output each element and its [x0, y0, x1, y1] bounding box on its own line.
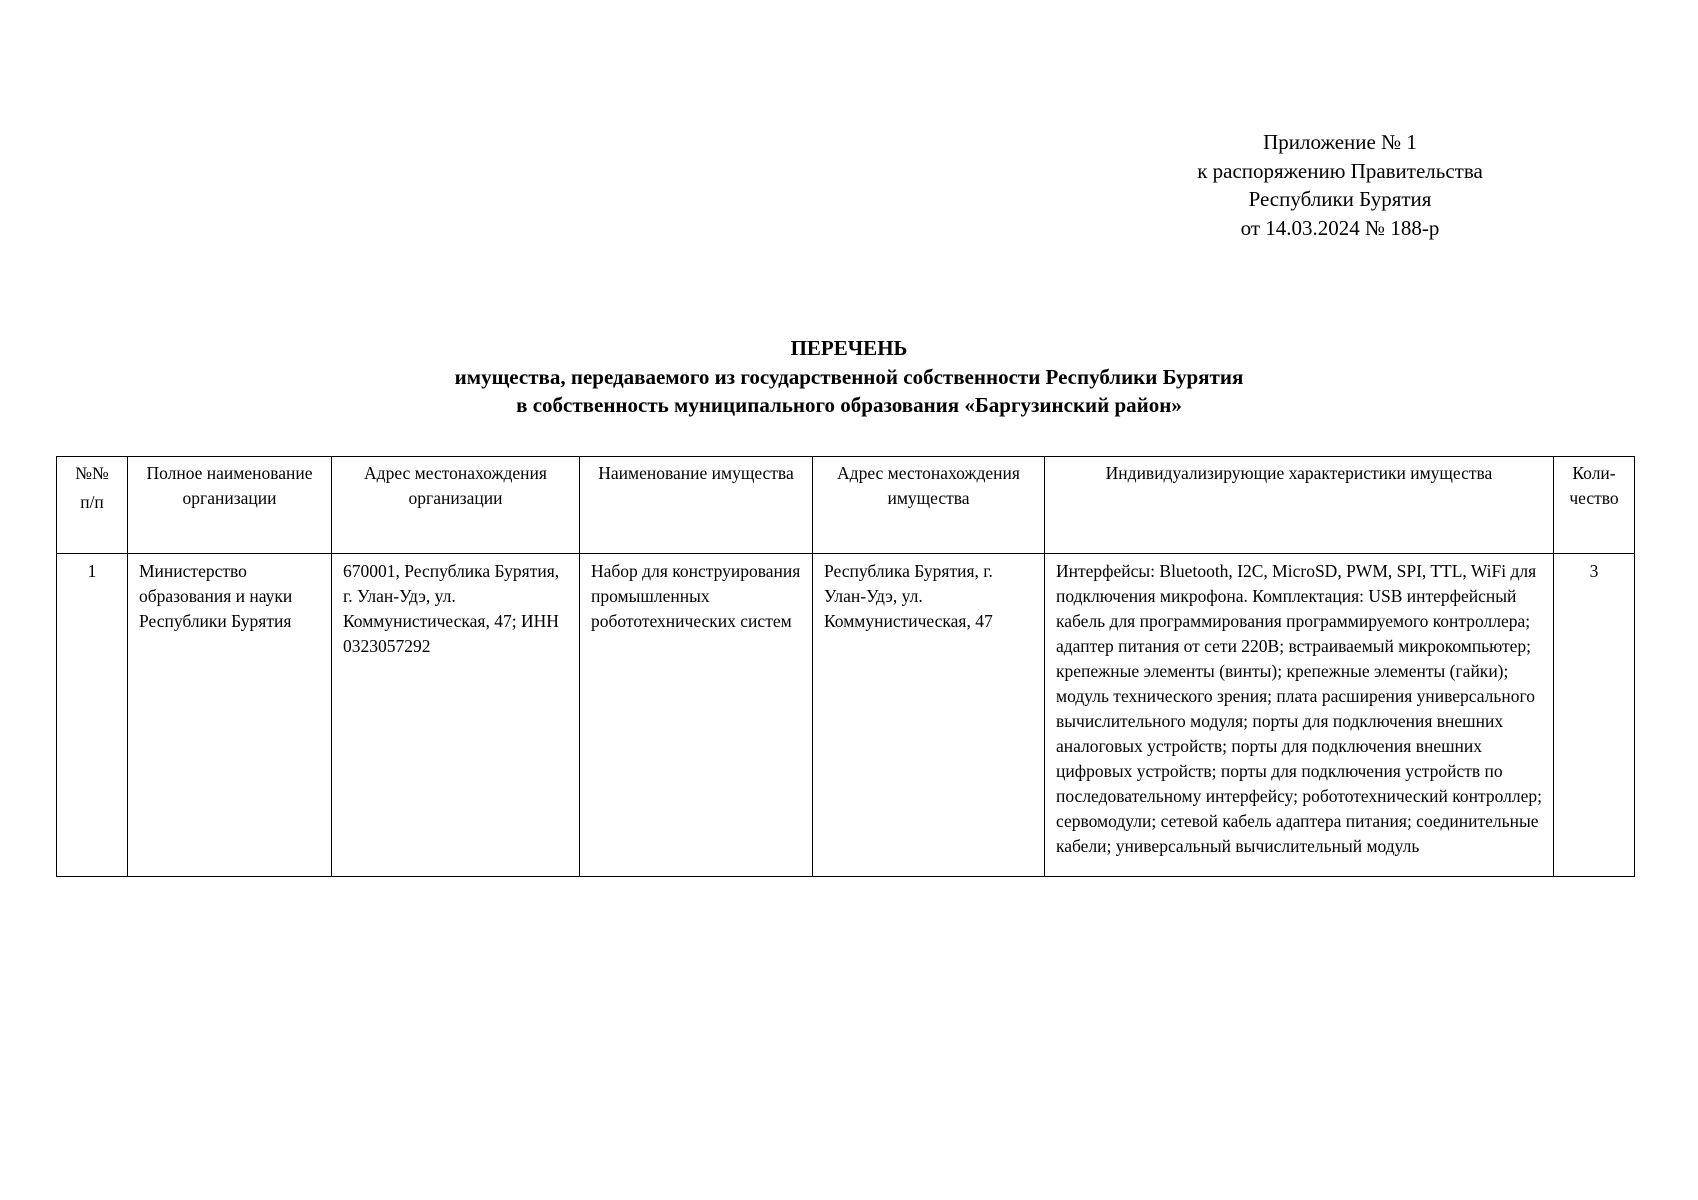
- header-property-name: Наименование имущества: [580, 457, 813, 554]
- cell-property-address: Республика Бурятия, г. Улан-Удэ, ул. Коммунистическая, 47: [813, 554, 1045, 877]
- property-table: [56, 456, 1635, 877]
- document-heading: [0, 334, 1698, 420]
- cell-org-address: 670001, Республика Бурятия, г. Улан-Удэ, ул. Коммунистическая, 47; ИНН 0323057292: [332, 554, 580, 877]
- appendix-block: [1140, 128, 1540, 242]
- header-org-address: Адрес местонахождения организации: [332, 457, 580, 554]
- document-title: ПЕРЕЧЕНЬ: [790, 336, 908, 360]
- cell-property-name: Набор для конструирования промышленных робототехнических систем: [580, 554, 813, 877]
- table-row: [57, 554, 1635, 877]
- header-number: [57, 457, 128, 554]
- appendix-title: Приложение № 1: [1263, 130, 1417, 154]
- document-subtitle-line1: имущества, передаваемого из государственной собственности Республики Бурятия: [454, 364, 1244, 389]
- header-org-name: Полное наименование организации: [128, 457, 332, 554]
- header-property-address: Адрес местонахождения имущества: [813, 457, 1045, 554]
- cell-number: 1: [57, 554, 128, 877]
- document-subtitle-line2: в собственность муниципального образования «Баргузинский район»: [516, 393, 1182, 417]
- appendix-date-number: от 14.03.2024 № 188-р: [1240, 215, 1440, 240]
- header-characteristics: Индивидуализирующие характеристики имущества: [1045, 457, 1554, 554]
- cell-quantity: 3: [1554, 554, 1635, 877]
- cell-characteristics: Интерфейсы: Bluetooth, I2C, MicroSD, PWM, SPI, TTL, WiFi для подключения микрофона. Комплектация: USB интерфейсный кабель для программирования программируемого контроллера; адаптер питания от сети 220В; встраиваемый микрокомпьютер; крепежные элементы (винты); крепежные элементы (гайки); модуль технического зрения; плата расширения универсального вычислительного модуля; порты для подключения внешних аналоговых устройств; порты для подключения внешних цифровых устройств; порты для подключения устройств по последовательному интерфейсу; робототехнический контроллер; сервомодули; сетевой кабель адаптера питания; соединительные кабели; универсальный вычислительный модуль: [1045, 554, 1554, 877]
- header-number-bottom: п/п: [80, 492, 104, 512]
- cell-org-name: Министерство образования и науки Республики Бурятия: [128, 554, 332, 877]
- header-number-top: №№: [75, 463, 109, 483]
- appendix-region: Республики Бурятия: [1248, 187, 1432, 211]
- header-quantity: Коли-чество: [1554, 457, 1635, 554]
- table-header-row: [57, 457, 1635, 554]
- appendix-reference: к распоряжению Правительства: [1197, 158, 1483, 183]
